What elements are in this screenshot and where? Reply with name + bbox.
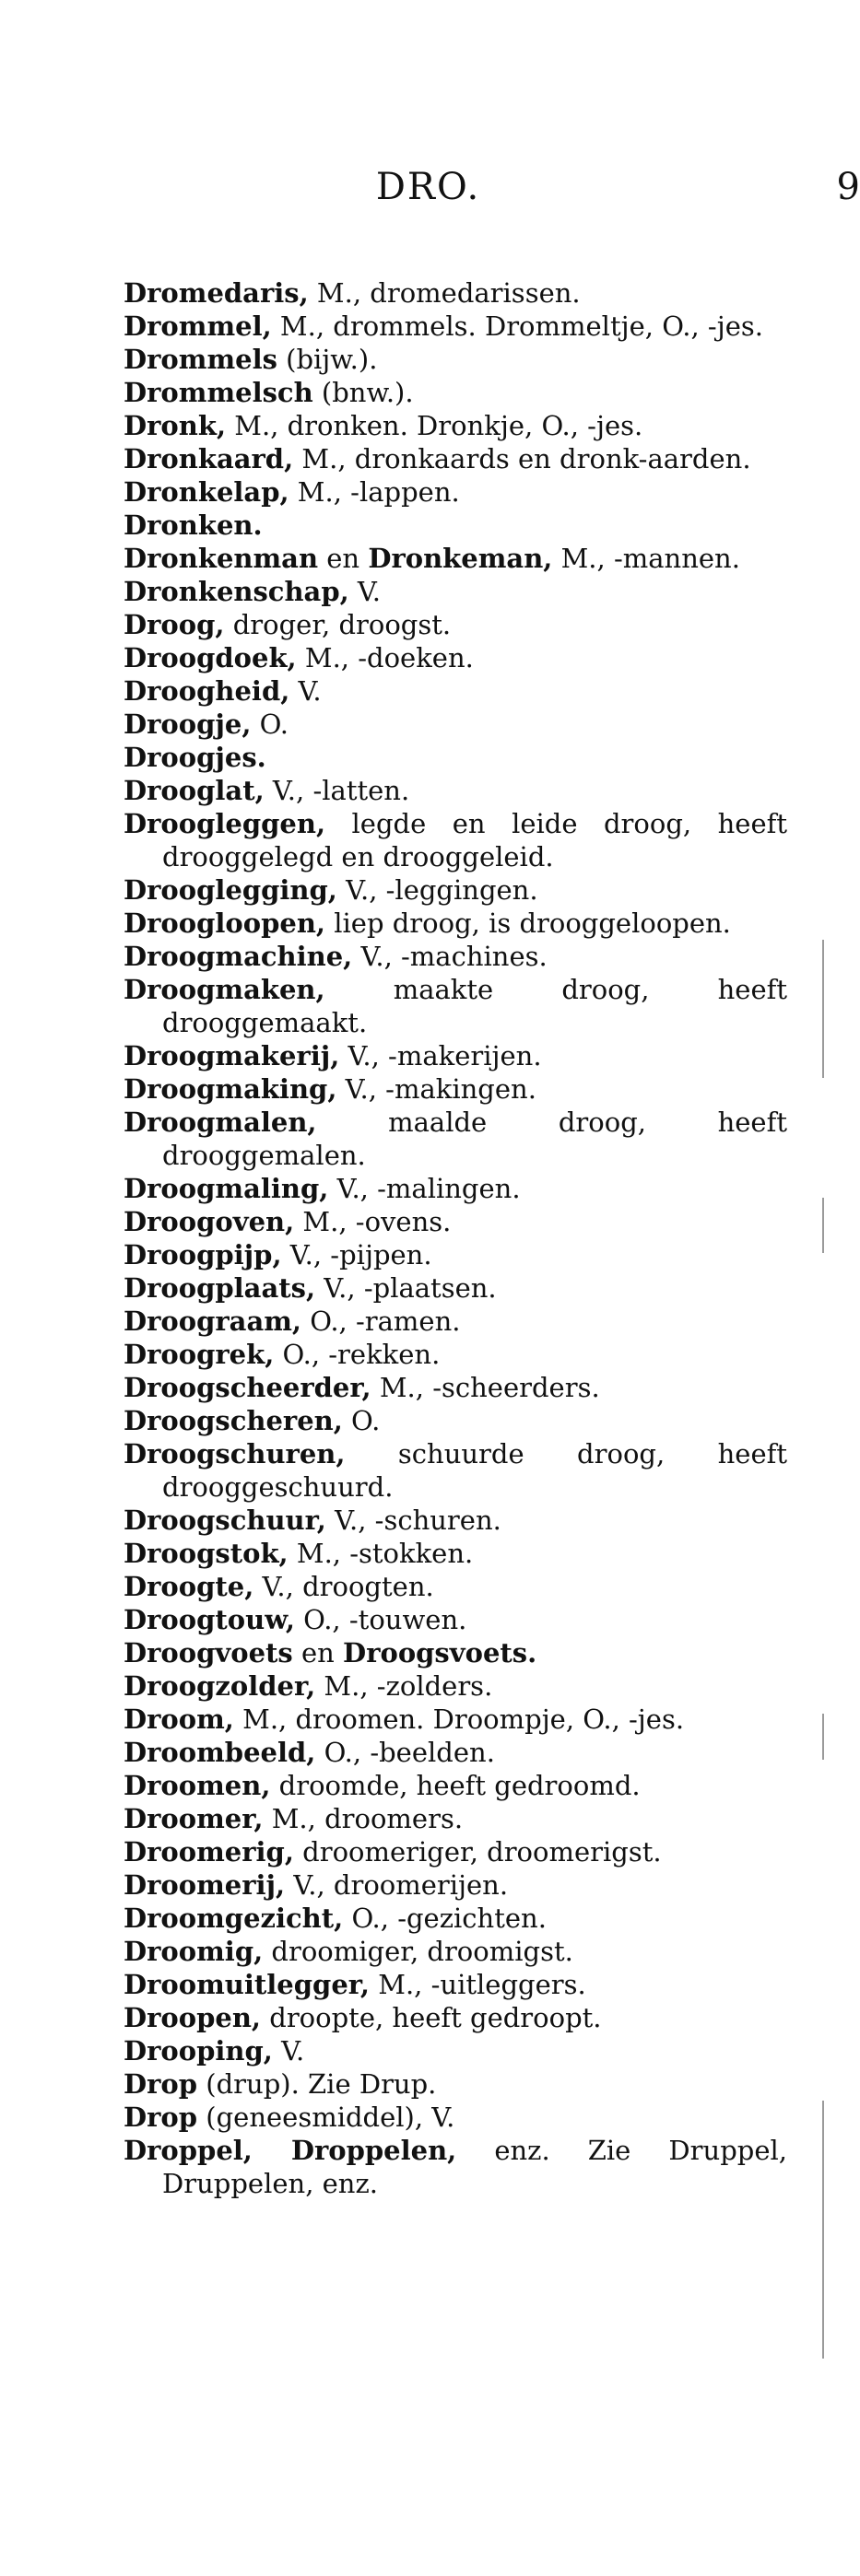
entry-text: droger, droogst. bbox=[224, 609, 452, 640]
entry-headword: Drop bbox=[124, 2102, 198, 2133]
entry-headword: Droogpijp, bbox=[124, 1239, 282, 1270]
dictionary-entry bbox=[124, 741, 787, 774]
margin-rule bbox=[822, 1714, 824, 1760]
entry-headword: Droogstok, bbox=[124, 1538, 289, 1569]
entry-text: liep droog, is drooggeloopen. bbox=[325, 907, 731, 939]
entry-text: V., -makingen. bbox=[336, 1073, 536, 1105]
entry-text: Drommeltje, bbox=[484, 310, 654, 342]
entry-headword: Droogscheren, bbox=[124, 1405, 343, 1436]
entry-headword: Droogmalen, bbox=[124, 1107, 317, 1138]
entry-text: O., -gezichten. bbox=[343, 1903, 547, 1934]
entry-text: M., droomen. Droompje, O., -jes. bbox=[233, 1704, 685, 1735]
entry-text: legde en leide droog, heeft drooggelegd en drooggeleid. bbox=[162, 808, 787, 872]
margin-rule bbox=[822, 940, 824, 1078]
entry-headword: Dronkaard, bbox=[124, 443, 294, 474]
dictionary-entry bbox=[124, 1935, 787, 1968]
entry-text: O., -rekken. bbox=[274, 1339, 441, 1370]
entry-headword: Droogzolder, bbox=[124, 1670, 316, 1702]
entry-headword: Dromedaris, bbox=[124, 277, 309, 309]
entry-text: droomeriger, droomerigst. bbox=[293, 1836, 662, 1868]
dictionary-entry bbox=[124, 1437, 787, 1504]
entry-headword: Droogjes. bbox=[124, 742, 266, 773]
entry-headword: Drooglegging, bbox=[124, 874, 337, 906]
dictionary-entry bbox=[124, 310, 787, 343]
entry-text: O. bbox=[251, 708, 289, 740]
entry-headword: Droogleggen, bbox=[124, 808, 326, 839]
entry-text: V., -makerijen. bbox=[339, 1040, 542, 1071]
entry-text: V., -machines. bbox=[352, 941, 548, 972]
entry-headword: Droogschuren, bbox=[124, 1438, 346, 1469]
entry-text: M., drommels. bbox=[271, 310, 485, 342]
entry-text: V. bbox=[289, 675, 322, 707]
margin-rule bbox=[822, 1198, 824, 1253]
dictionary-entry bbox=[124, 1504, 787, 1537]
entry-headword: Droog, bbox=[124, 609, 225, 640]
entry-text: M., -doeken. bbox=[296, 642, 474, 673]
entry-text: maakte droog, heeft drooggemaakt. bbox=[162, 974, 787, 1038]
entry-text: maalde droog, heeft drooggemalen. bbox=[162, 1107, 787, 1171]
dictionary-entry bbox=[124, 774, 787, 807]
entry-headword: Droomig, bbox=[124, 1936, 264, 1967]
entry-headword: Droogmaking, bbox=[124, 1073, 337, 1105]
dictionary-entry bbox=[124, 575, 787, 608]
margin-rule bbox=[822, 2101, 824, 2359]
dictionary-entry bbox=[124, 1769, 787, 1802]
dictionary-entry bbox=[124, 1172, 787, 1205]
dictionary-entry bbox=[124, 641, 787, 674]
entry-headword: Dronkenschap, bbox=[124, 576, 349, 607]
entry-headword: Droomerij, bbox=[124, 1869, 286, 1901]
entry-text: V. bbox=[272, 2035, 305, 2067]
dictionary-entry bbox=[124, 1537, 787, 1570]
entry-text: schuurde droog, heeft drooggeschuurd. bbox=[162, 1438, 787, 1503]
dictionary-entry bbox=[124, 674, 787, 708]
entry-headword: Droogtouw, bbox=[124, 1604, 295, 1635]
dictionary-entry bbox=[124, 1338, 787, 1371]
running-head: DRO. bbox=[375, 166, 481, 208]
dictionary-entry bbox=[124, 608, 787, 641]
entry-headword: Droogheid, bbox=[124, 675, 290, 707]
entry-headword: Drooglat, bbox=[124, 775, 265, 806]
entry-headword: Droogloopen, bbox=[124, 907, 326, 939]
dictionary-entry bbox=[124, 708, 787, 741]
dictionary-entry bbox=[124, 1570, 787, 1603]
dictionary-entry bbox=[124, 873, 787, 907]
entry-headword: Droogplaats, bbox=[124, 1272, 316, 1304]
entry-text: O., -touwen. bbox=[294, 1604, 467, 1635]
entry-headword: Droomuitlegger, bbox=[124, 1969, 371, 2000]
entry-headword: Droppel, Droppelen, bbox=[124, 2135, 457, 2166]
entry-text: enz. Zie Druppel, Druppelen, enz. bbox=[162, 2135, 787, 2199]
dictionary-entry bbox=[124, 2001, 787, 2034]
dictionary-entry bbox=[124, 1603, 787, 1636]
entry-text: M., dronken. Dronkje, O., -jes. bbox=[226, 410, 643, 441]
page-number: 9 bbox=[836, 166, 860, 208]
dictionary-entry bbox=[124, 1703, 787, 1736]
entry-text: V., droomerijen. bbox=[285, 1869, 509, 1901]
entry-headword: Droomgezicht, bbox=[124, 1903, 344, 1934]
entry-text: droomde, heeft gedroomd. bbox=[270, 1770, 641, 1801]
dictionary-entry bbox=[124, 940, 787, 973]
entry-text: M., -mannen. bbox=[552, 543, 740, 574]
entry-headword: Droomer, bbox=[124, 1803, 264, 1834]
entry-text: en bbox=[318, 543, 369, 574]
entry-headword: Droogscheerder, bbox=[124, 1372, 371, 1403]
entry-text: droopte, heeft gedroopt. bbox=[261, 2002, 602, 2033]
dictionary-entry bbox=[124, 1205, 787, 1238]
entry-text: droomiger, droomigst. bbox=[263, 1936, 573, 1967]
dictionary-entry bbox=[124, 276, 787, 310]
entry-headword: Droogje, bbox=[124, 708, 252, 740]
entry-headword: Droogte, bbox=[124, 1571, 254, 1602]
entry-text: M., -scheerders. bbox=[371, 1372, 600, 1403]
dictionary-entry bbox=[124, 1271, 787, 1305]
entry-text: V., -malingen. bbox=[328, 1173, 521, 1204]
dictionary-entry bbox=[124, 1669, 787, 1703]
dictionary-entry bbox=[124, 2134, 787, 2200]
dictionary-entry bbox=[124, 1404, 787, 1437]
entry-text: M., -lappen. bbox=[289, 476, 460, 508]
dictionary-entry bbox=[124, 509, 787, 542]
entry-text: (bijw.). bbox=[277, 344, 378, 375]
dictionary-entries bbox=[124, 276, 787, 2200]
dictionary-entry bbox=[124, 1106, 787, 1172]
entry-headword: Droogdoek, bbox=[124, 642, 297, 673]
entry-headword: Droombeeld, bbox=[124, 1737, 316, 1768]
entry-headword: Droograam, bbox=[124, 1306, 302, 1337]
entry-headword: Drommels bbox=[124, 344, 277, 375]
entry-text: (bnw.). bbox=[312, 377, 414, 408]
entry-headword: Droopen, bbox=[124, 2002, 262, 2033]
entry-text: M., -stokken. bbox=[288, 1538, 474, 1569]
dictionary-entry bbox=[124, 1835, 787, 1868]
entry-text: O., -ramen. bbox=[301, 1306, 461, 1337]
dictionary-entry bbox=[124, 409, 787, 442]
entry-text: V., -plaatsen. bbox=[315, 1272, 497, 1304]
dictionary-entry bbox=[124, 343, 787, 376]
entry-headword: Droogmaling, bbox=[124, 1173, 329, 1204]
entry-headword: Droogmachine, bbox=[124, 941, 353, 972]
dictionary-entry bbox=[124, 442, 787, 475]
entry-text: M., droomers. bbox=[263, 1803, 464, 1834]
entry-headword: Droogmakerij, bbox=[124, 1040, 340, 1071]
entry-headword: Droogsvoets. bbox=[343, 1637, 537, 1669]
entry-text: (geneesmiddel), V. bbox=[197, 2102, 455, 2133]
entry-text: M., dromedarissen. bbox=[308, 277, 581, 309]
entry-text: O. bbox=[342, 1405, 381, 1436]
dictionary-entry bbox=[124, 807, 787, 873]
entry-text: M., -ovens. bbox=[294, 1206, 452, 1237]
entry-headword: Droogschuur, bbox=[124, 1505, 326, 1536]
entry-text: (drup). Zie Drup. bbox=[197, 2068, 437, 2100]
page-header bbox=[0, 166, 860, 212]
entry-text: O., -beelden. bbox=[315, 1737, 495, 1768]
entry-text: M., -zolders. bbox=[315, 1670, 493, 1702]
entry-headword: Droomen, bbox=[124, 1770, 271, 1801]
entry-text: V., -pijpen. bbox=[281, 1239, 432, 1270]
entry-text: en bbox=[292, 1637, 344, 1669]
dictionary-entry bbox=[124, 2067, 787, 2101]
dictionary-entry bbox=[124, 1802, 787, 1835]
dictionary-entry bbox=[124, 1305, 787, 1338]
entry-text: V., -latten. bbox=[264, 775, 410, 806]
entry-headword: Drommel, bbox=[124, 310, 272, 342]
entry-headword: Drommelsch bbox=[124, 377, 313, 408]
entry-headword: Droogoven, bbox=[124, 1206, 295, 1237]
dictionary-entry bbox=[124, 542, 787, 575]
entry-headword: Dronken. bbox=[124, 509, 263, 541]
dictionary-entry bbox=[124, 1072, 787, 1106]
dictionary-entry bbox=[124, 475, 787, 509]
entry-text: V., droogten. bbox=[253, 1571, 434, 1602]
dictionary-entry bbox=[124, 1371, 787, 1404]
dictionary-entry bbox=[124, 907, 787, 940]
dictionary-entry bbox=[124, 1868, 787, 1902]
dictionary-entry bbox=[124, 1902, 787, 1935]
entry-text: V. bbox=[348, 576, 382, 607]
entry-headword: Droom, bbox=[124, 1704, 234, 1735]
entry-headword: Drooping, bbox=[124, 2035, 273, 2067]
entry-text: O., -jes. bbox=[653, 310, 763, 342]
entry-headword: Droogmaken, bbox=[124, 974, 325, 1005]
dictionary-entry bbox=[124, 2034, 787, 2067]
entry-headword: Droomerig, bbox=[124, 1836, 294, 1868]
entry-headword: Drop bbox=[124, 2068, 198, 2100]
dictionary-entry bbox=[124, 2101, 787, 2134]
entry-text: V., -schuren. bbox=[325, 1505, 501, 1536]
entry-text: M., -uitleggers. bbox=[370, 1969, 586, 2000]
dictionary-entry bbox=[124, 1636, 787, 1669]
entry-headword: Dronkeman, bbox=[368, 543, 553, 574]
dictionary-entry bbox=[124, 376, 787, 409]
dictionary-entry bbox=[124, 1736, 787, 1769]
entry-headword: Dronkenman bbox=[124, 543, 319, 574]
dictionary-entry bbox=[124, 1039, 787, 1072]
entry-headword: Droogvoets bbox=[124, 1637, 293, 1669]
entry-text: V., -leggingen. bbox=[336, 874, 538, 906]
entry-headword: Droogrek, bbox=[124, 1339, 275, 1370]
dictionary-entry bbox=[124, 1238, 787, 1271]
dictionary-entry bbox=[124, 1968, 787, 2001]
dictionary-entry bbox=[124, 973, 787, 1039]
entry-text: M., dronkaards en dronk-aarden. bbox=[293, 443, 751, 474]
entry-headword: Dronkelap, bbox=[124, 476, 289, 508]
entry-headword: Dronk, bbox=[124, 410, 227, 441]
